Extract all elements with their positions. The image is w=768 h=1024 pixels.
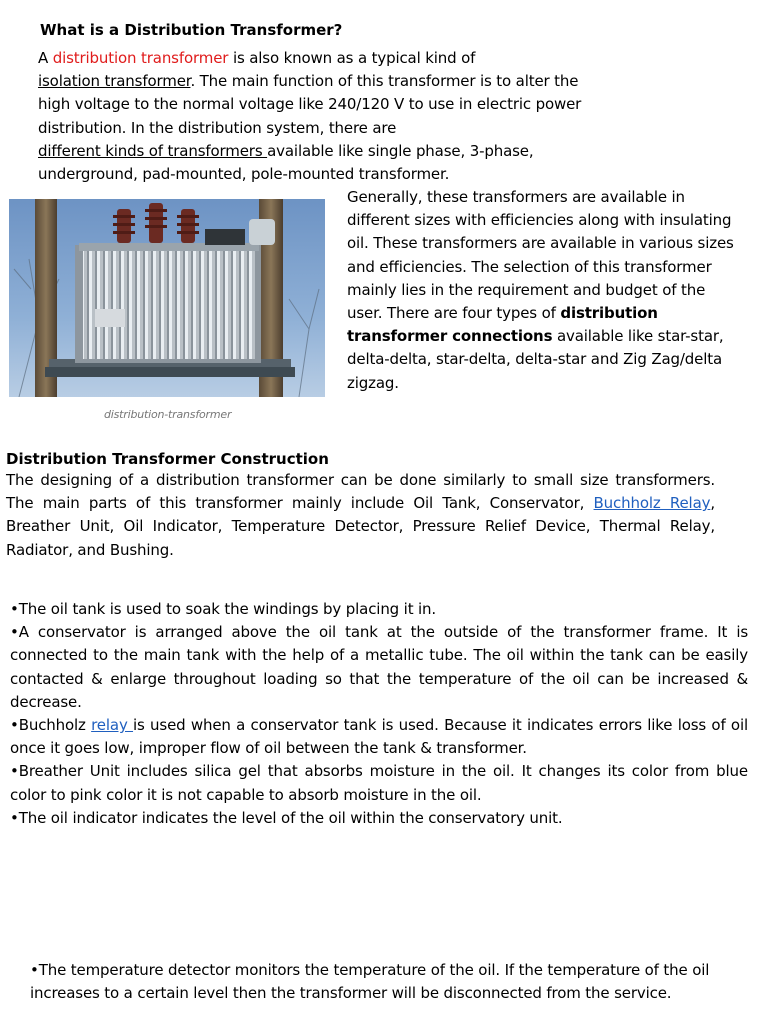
isolation-transformer-link[interactable]: isolation transformer bbox=[38, 72, 191, 91]
intro-line-2: isolation transformer. The main function of this transformer is to alter the bbox=[38, 72, 579, 91]
bullet-breather: •Breather Unit includes silica gel that absorbs moisture in the oil. It changes its color from blue color to pink color it is not capable to absorb moisture in the oil. bbox=[10, 762, 748, 804]
connections-bold: distribution transformer connections bbox=[347, 304, 658, 346]
construction-heading: Distribution Transformer Construction bbox=[6, 450, 329, 468]
intro-line-3: high voltage to the normal voltage like 240/120 V to use in electric power bbox=[38, 95, 582, 114]
bullet-oil-indicator: •The oil indicator indicates the level of the oil within the conservatory unit. bbox=[10, 808, 563, 827]
bullet-temperature: •The temperature detector monitors the temperature of the oil. If the temperature of the oil increases to a certain level then the transformer will be disconnected from the service. bbox=[30, 961, 710, 1003]
distribution-transformer-link[interactable]: distribution transformer bbox=[52, 49, 229, 67]
different-kinds-link[interactable]: different kinds of transformers bbox=[38, 141, 268, 160]
bullet-list bbox=[10, 598, 748, 830]
sizes-paragraph: Generally, these transformers are available in different sizes with efficiencies along with insulating oil. These transformers are available in various sizes and efficiencies. The selection of this transformer mainly lies in the requirement and budget of the user. There are four types of distribution transformer connections available like star-star, delta-delta, star-delta, delta-star and Zig Zag/delta zigzag. bbox=[347, 188, 734, 392]
transformer-photo bbox=[9, 199, 325, 397]
image-caption: distribution-transformer bbox=[104, 408, 232, 421]
relay-link[interactable]: relay bbox=[91, 716, 134, 735]
page-title: What is a Distribution Transformer? bbox=[40, 21, 343, 39]
bullet-buchholz: •Buchholz relay is used when a conservator tank is used. Because it indicates errors like loss of oil once it goes low, improper flow of oil between the tank & transformer. bbox=[10, 716, 748, 758]
intro-line-5: different kinds of transformers available like single phase, 3-phase, bbox=[38, 141, 534, 160]
intro-line-4: distribution. In the distribution system, there are bbox=[38, 118, 397, 137]
intro-paragraph bbox=[38, 47, 638, 186]
buchholz-relay-link[interactable]: Buchholz Relay bbox=[593, 494, 711, 513]
construction-paragraph: The designing of a distribution transformer can be done similarly to small size transformers. The main parts of this transformer mainly include Oil Tank, Conservator, Buchholz Relay, Breather Unit, Oil Indicator, Temperature Detector, Pressure Relief Device, Thermal Relay, Radiator, and Bushing. bbox=[6, 471, 715, 559]
intro-line-1: A distribution transformer is also known as a typical kind of bbox=[38, 49, 476, 67]
intro-line-6: underground, pad-mounted, pole-mounted transformer. bbox=[38, 165, 450, 184]
bullet-oil-tank: •The oil tank is used to soak the windings by placing it in. bbox=[10, 600, 437, 618]
bullet-conservator: •A conservator is arranged above the oil tank at the outside of the transformer frame. It is connected to the main tank with the help of a metallic tube. The oil within the tank can be easily contacted & enlarge throughout loading so that the temperature of the oil can be increased & decrease. bbox=[10, 623, 748, 711]
